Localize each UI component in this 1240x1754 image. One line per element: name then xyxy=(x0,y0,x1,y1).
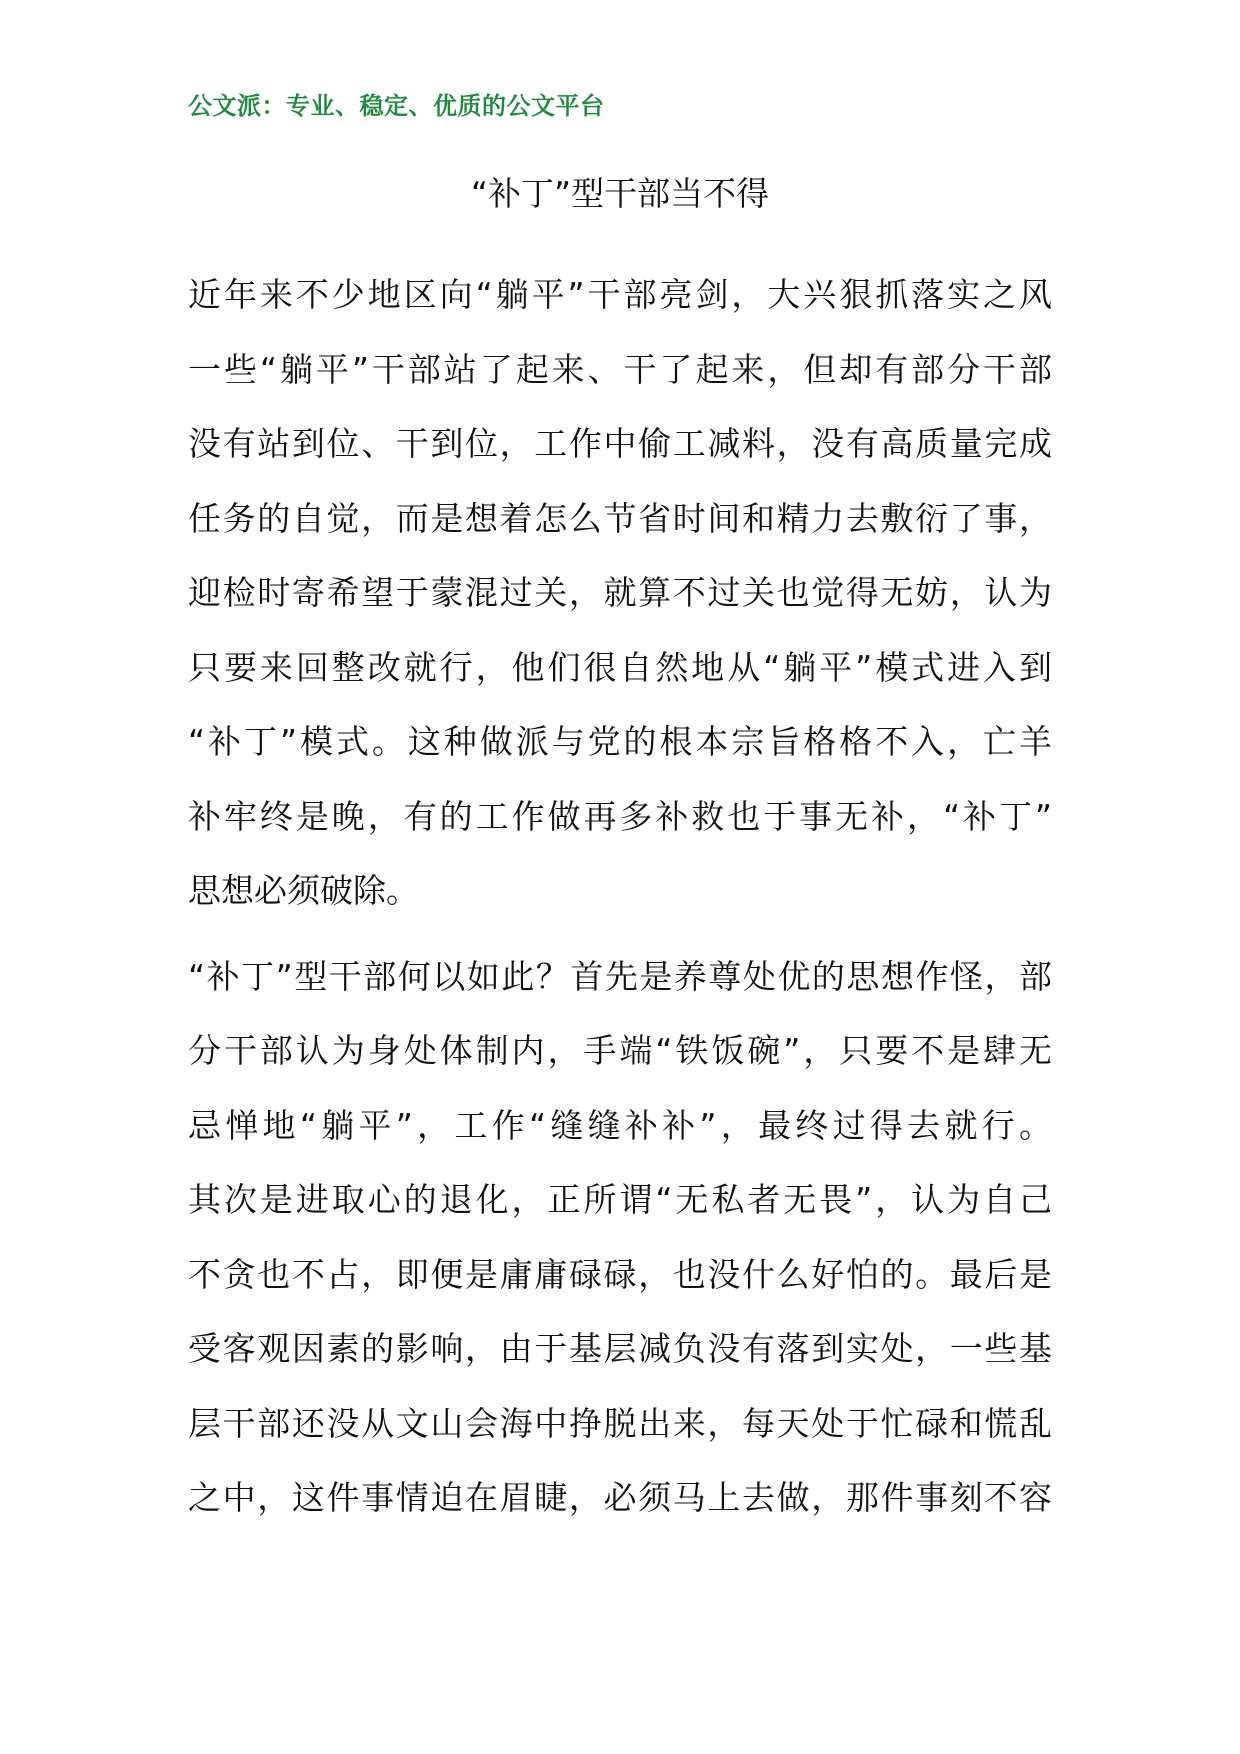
paragraph-2 xyxy=(188,940,1052,1536)
document-body xyxy=(188,258,1052,1536)
text-line: 一些“躺平”干部站了起来、干了起来，但却有部分干部 xyxy=(188,349,1052,389)
text-line: 近年来不少地区向“躺平”干部亮剑，大兴狠抓落实之风 xyxy=(188,275,1052,314)
text-line: “补丁”模式。这种做派与党的根本宗旨格格不入，亡羊 xyxy=(188,722,1052,761)
document-title: “补丁”型干部当不得 xyxy=(470,174,770,213)
text-line: 分干部认为身处体制内，手端“铁饭碗”，只要不是肆无 xyxy=(188,1031,1052,1070)
text-line: 忌惮地“躺平”，工作“缝缝补补”，最终过得去就行。 xyxy=(188,1105,1052,1145)
text-line: 不贪也不占，即便是庸庸碌碌，也没什么好怕的。最后是 xyxy=(188,1254,1052,1294)
text-line: 迎检时寄希望于蒙混过关，就算不过关也觉得无妨，认为 xyxy=(188,573,1052,612)
text-line: “补丁”型干部何以如此？首先是养尊处优的思想作怪，部 xyxy=(188,956,1052,996)
paragraph-1 xyxy=(188,258,1052,929)
text-line: 思想必须破除。 xyxy=(188,871,419,910)
text-line: 受客观因素的影响，由于基层减负没有落到实处，一些基 xyxy=(188,1329,1052,1368)
text-line: 层干部还没从文山会海中挣脱出来，每天处于忙碌和慌乱 xyxy=(188,1403,1052,1443)
text-line: 只要来回整改就行，他们很自然地从“躺平”模式进入到 xyxy=(188,647,1052,687)
header-banner: 公文派：专业、稳定、优质的公文平台 xyxy=(188,92,605,120)
text-line: 补牢终是晚，有的工作做再多补救也于事无补，“补丁” xyxy=(188,796,1052,836)
text-line: 其次是进取心的退化，正所谓“无私者无畏”，认为自己 xyxy=(188,1180,1052,1219)
text-line: 没有站到位、干到位，工作中偷工减料，没有高质量完成 xyxy=(188,424,1052,463)
text-line: 任务的自觉，而是想着怎么节省时间和精力去敷衍了事， xyxy=(188,498,1052,538)
text-line: 之中，这件事情迫在眉睫，必须马上去做，那件事刻不容 xyxy=(188,1478,1052,1517)
